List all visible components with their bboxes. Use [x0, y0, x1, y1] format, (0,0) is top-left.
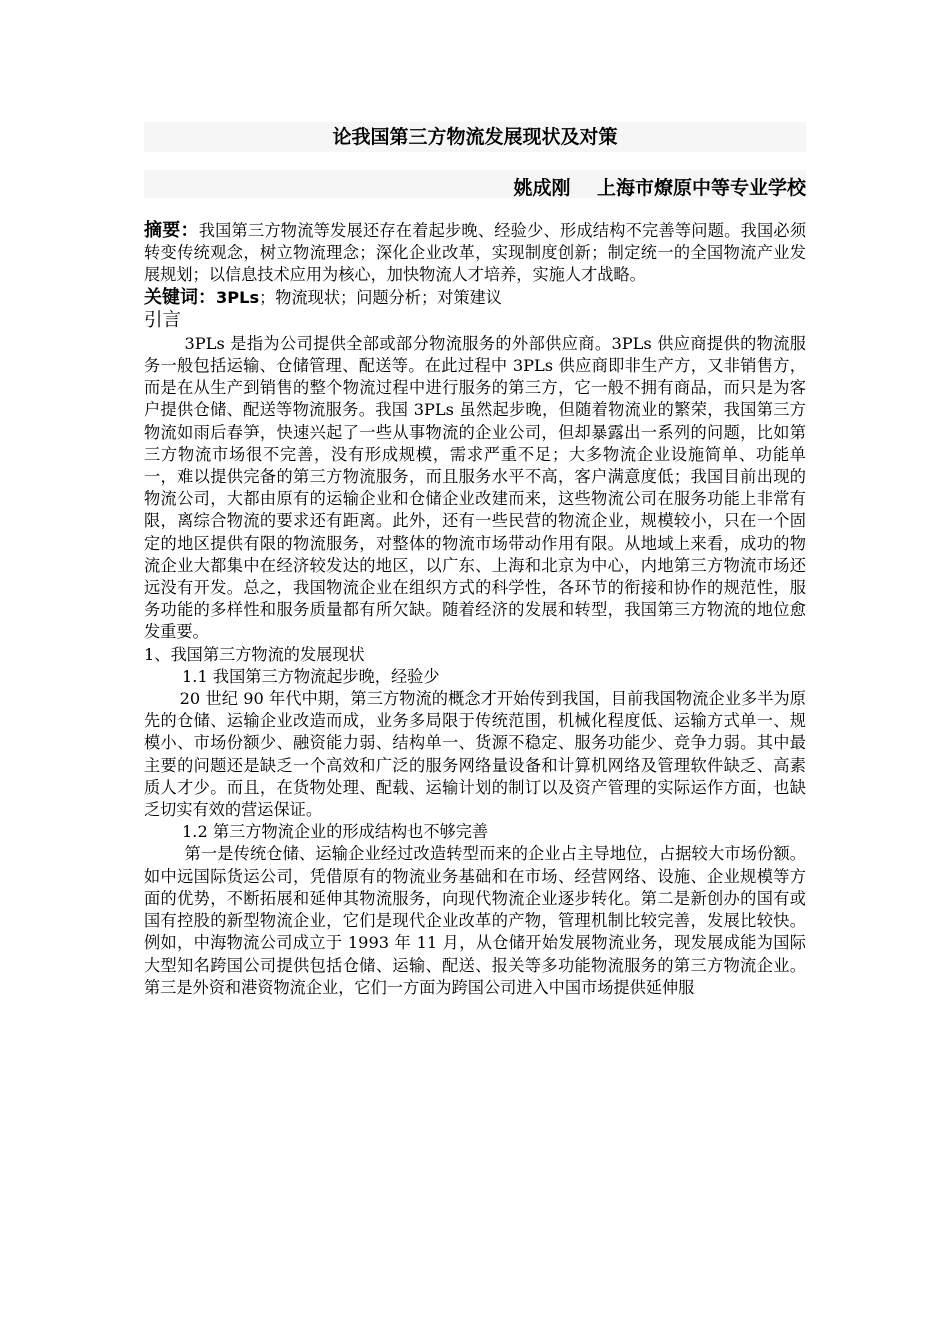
sub2-heading: 1.2 第三方物流企业的形成结构也不够完善	[182, 822, 489, 842]
keywords-rest: ；物流现状；问题分析；对策建议	[259, 287, 502, 307]
keyword-3pls: 3PLs	[216, 287, 260, 307]
document-body	[144, 220, 806, 999]
sub2-paragraph: 第一是传统仓储、运输企业经过改造转型而来的企业占主导地位，占据较大市场份额。如中远国际货运公司，凭借原有的物流业务基础和在市场、经营网络、设施、企业规模等方面的优势，不断拓展和延伸其物流服务，向现代物流企业逐步转化。第二是新创办的国有或国有控股的新型物流企业，它们是现代企业改革的产物，管理机制比较完善，发展比较快。例如，中海物流公司成立于 1993 年 11 月，从仓储开始发展物流业务，现发展成能为国际大型知名跨国公司提供包括仓储、运输、配送、报关等多功能物流服务的第三方物流企业。第三是外资和港资物流企业，它们一方面为跨国公司进入中国市场提供延伸服	[144, 844, 806, 997]
abstract-paragraph	[144, 220, 806, 287]
sub1-heading: 1.1 我国第三方物流起步晚，经验少	[182, 666, 440, 686]
keywords-line	[144, 287, 806, 309]
abstract-label: 摘要：	[144, 220, 199, 241]
section1-heading: 1、我国第三方物流的发展现状	[144, 644, 365, 664]
intro-paragraph: 3PLs 是指为公司提供全部或部分物流服务的外部供应商。3PLs 供应商提供的物流服务一般包括运输、仓储管理、配送等。在此过程中 3PLs 供应商即非生产方，又非销售方，而是在从生产到销售的整个物流过程中进行服务的第三方，它一般不拥有商品，而只是为客户提供仓储、配送等物流服务。我国 3PLs 虽然起步晚，但随着物流业的繁荣，我国第三方物流如雨后春笋，快速兴起了一些从事物流的企业公司，但却暴露出一系列的问题，比如第三方物流市场很不完善，没有形成规模，需求严重不足；大多物流企业设施简单、功能单一，难以提供完备的第三方物流服务，而且服务水平不高，客户满意度低；我国目前出现的物流公司，大都由原有的运输企业和仓储企业改建而来，这些物流公司在服务功能上非常有限，离综合物流的要求还有距离。此外，还有一些民营的物流企业，规模较小，只在一个固定的地区提供有限的物流服务，对整体的物流市场带动作用有限。从地域上来看，成功的物流企业大都集中在经济较发达的地区，以广东、上海和北京为中心，内地第三方物流市场还远没有开发。总之，我国物流企业在组织方式的科学性，各环节的衔接和协作的规范性，服务功能的多样性和服务质量都有所欠缺。随着经济的发展和转型，我国第三方物流的地位愈发重要。	[144, 333, 806, 642]
abstract-text: 我国第三方物流等发展还存在着起步晚、经验少、形成结构不完善等问题。我国必须转变传统观念，树立物流理念；深化企业改革，实现制度创新；制定统一的全国物流产业发展规划；以信息技术应用为核心，加快物流人才培养，实施人才战略。	[144, 221, 807, 285]
keywords-label: 关键词：	[144, 286, 216, 308]
document-title: 论我国第三方物流发展现状及对策	[332, 126, 618, 148]
document-author: 姚成刚 上海市燎原中等专业学校	[513, 177, 806, 199]
sub1-paragraph: 20 世纪 90 年代中期，第三方物流的概念才开始传到我国，目前我国物流企业多半为原先的仓储、运输企业改造而成，业务多局限于传统范围，机械化程度低、运输方式单一、规模小、市场份额少、融资能力弱、结构单一、货源不稳定、服务功能少、竞争力弱。其中最主要的问题还是缺乏一个高效和广泛的服务网络量设备和计算机网络及管理软件缺乏、高素质人才少。而且，在货物处理、配载、运输计划的制订以及资产管理的实际运作方面，也缺乏切实有效的营运保证。	[144, 689, 806, 820]
intro-heading: 引言	[144, 309, 182, 331]
